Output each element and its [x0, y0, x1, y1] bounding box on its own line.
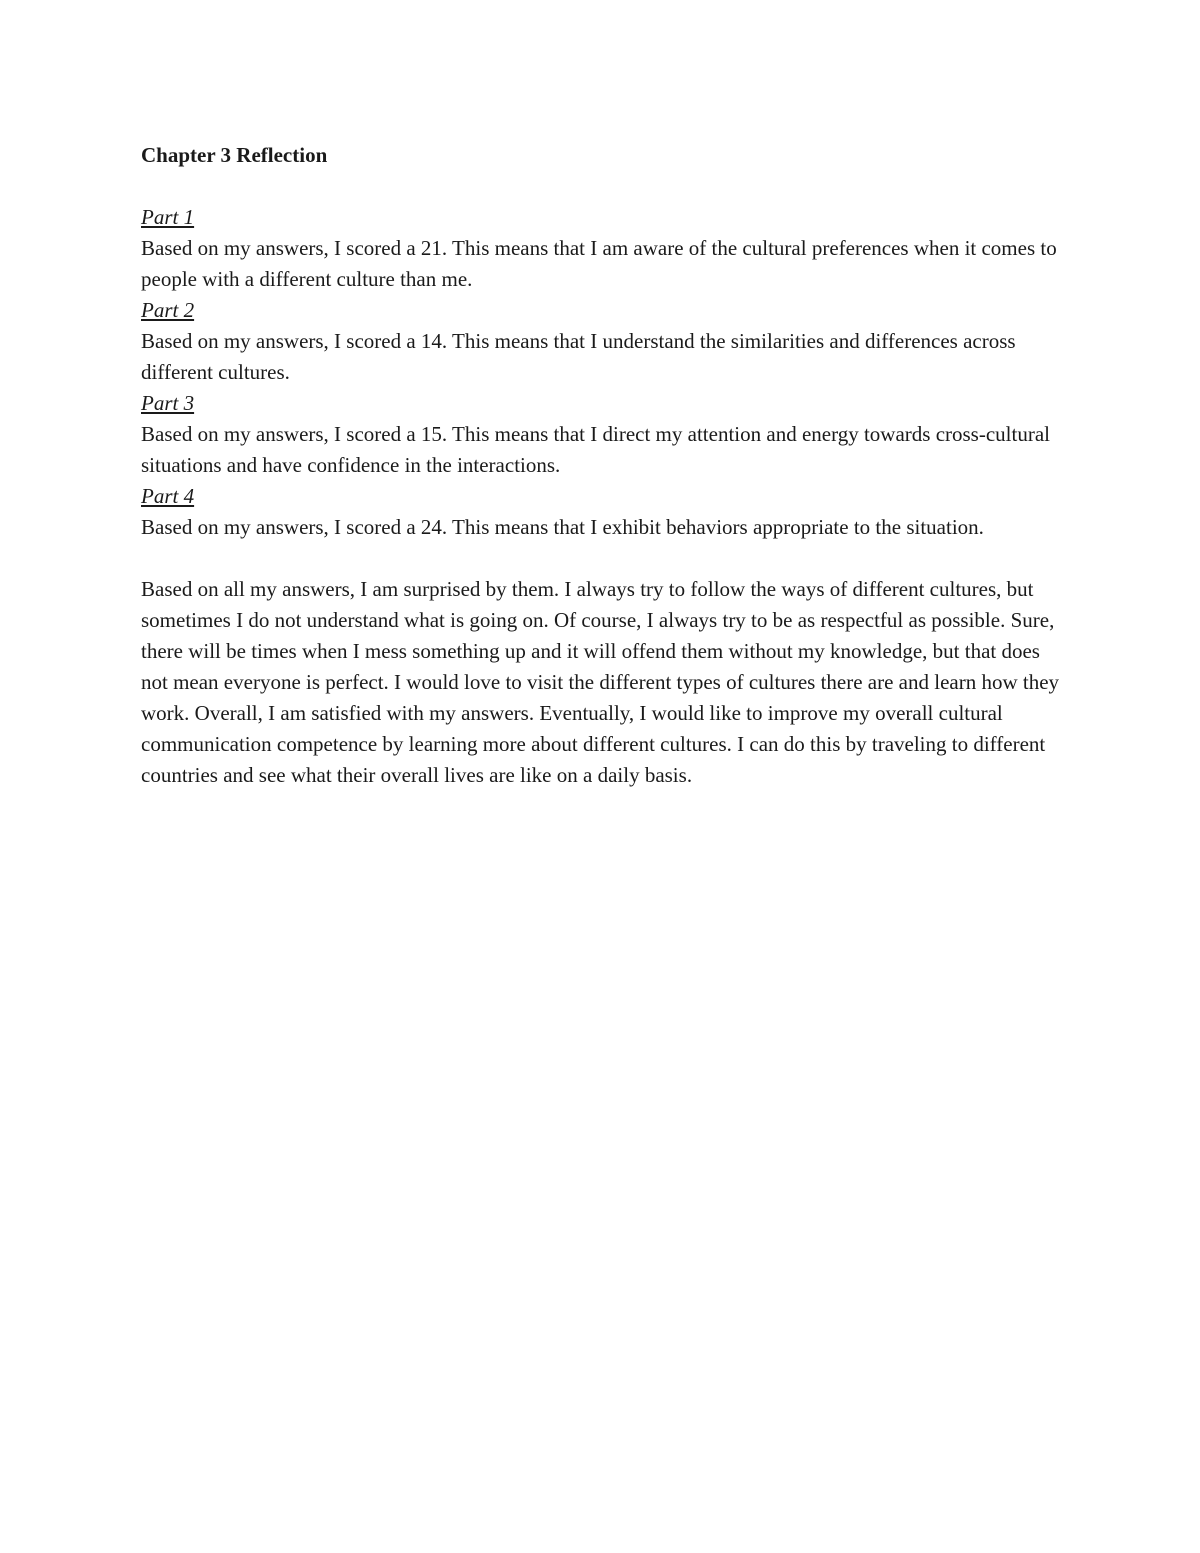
part-3-text: Based on my answers, I scored a 15. This means that I direct my attention and energy towards cross-cultural situations and have confidence in the interactions. [141, 422, 1050, 477]
part-3-heading: Part 3 [141, 391, 195, 415]
part-4-heading: Part 4 [141, 484, 195, 508]
part-1-heading: Part 1 [141, 205, 195, 229]
part-1-text: Based on my answers, I scored a 21. This means that I am aware of the cultural preferences when it comes to people with a different culture than me. [141, 236, 1057, 291]
conclusion-paragraph: Based on all my answers, I am surprised by them. I always try to follow the ways of different cultures, but sometimes I do not understand what is going on. Of course, I always try to be as respectful as possible. Sure, there will be times when I mess something up and it will offend them without my knowledge, but that does not mean everyone is perfect. I would love to visit the different types of cultures there are and learn how they work. Overall, I am satisfied with my answers. Eventually, I would like to improve my overall cultural communication competence by learning more about different cultures. I can do this by traveling to different countries and see what their overall lives are like on a daily basis. [141, 577, 1060, 787]
blank-line [141, 171, 1071, 202]
blank-line [141, 543, 1071, 574]
document-title: Chapter 3 Reflection [141, 143, 328, 167]
part-2-heading: Part 2 [141, 298, 195, 322]
document-body [141, 140, 1071, 791]
part-4-text: Based on my answers, I scored a 24. This means that I exhibit behaviors appropriate to the situation. [141, 515, 984, 539]
part-2-text: Based on my answers, I scored a 14. This means that I understand the similarities and differences across different cultures. [141, 329, 1016, 384]
